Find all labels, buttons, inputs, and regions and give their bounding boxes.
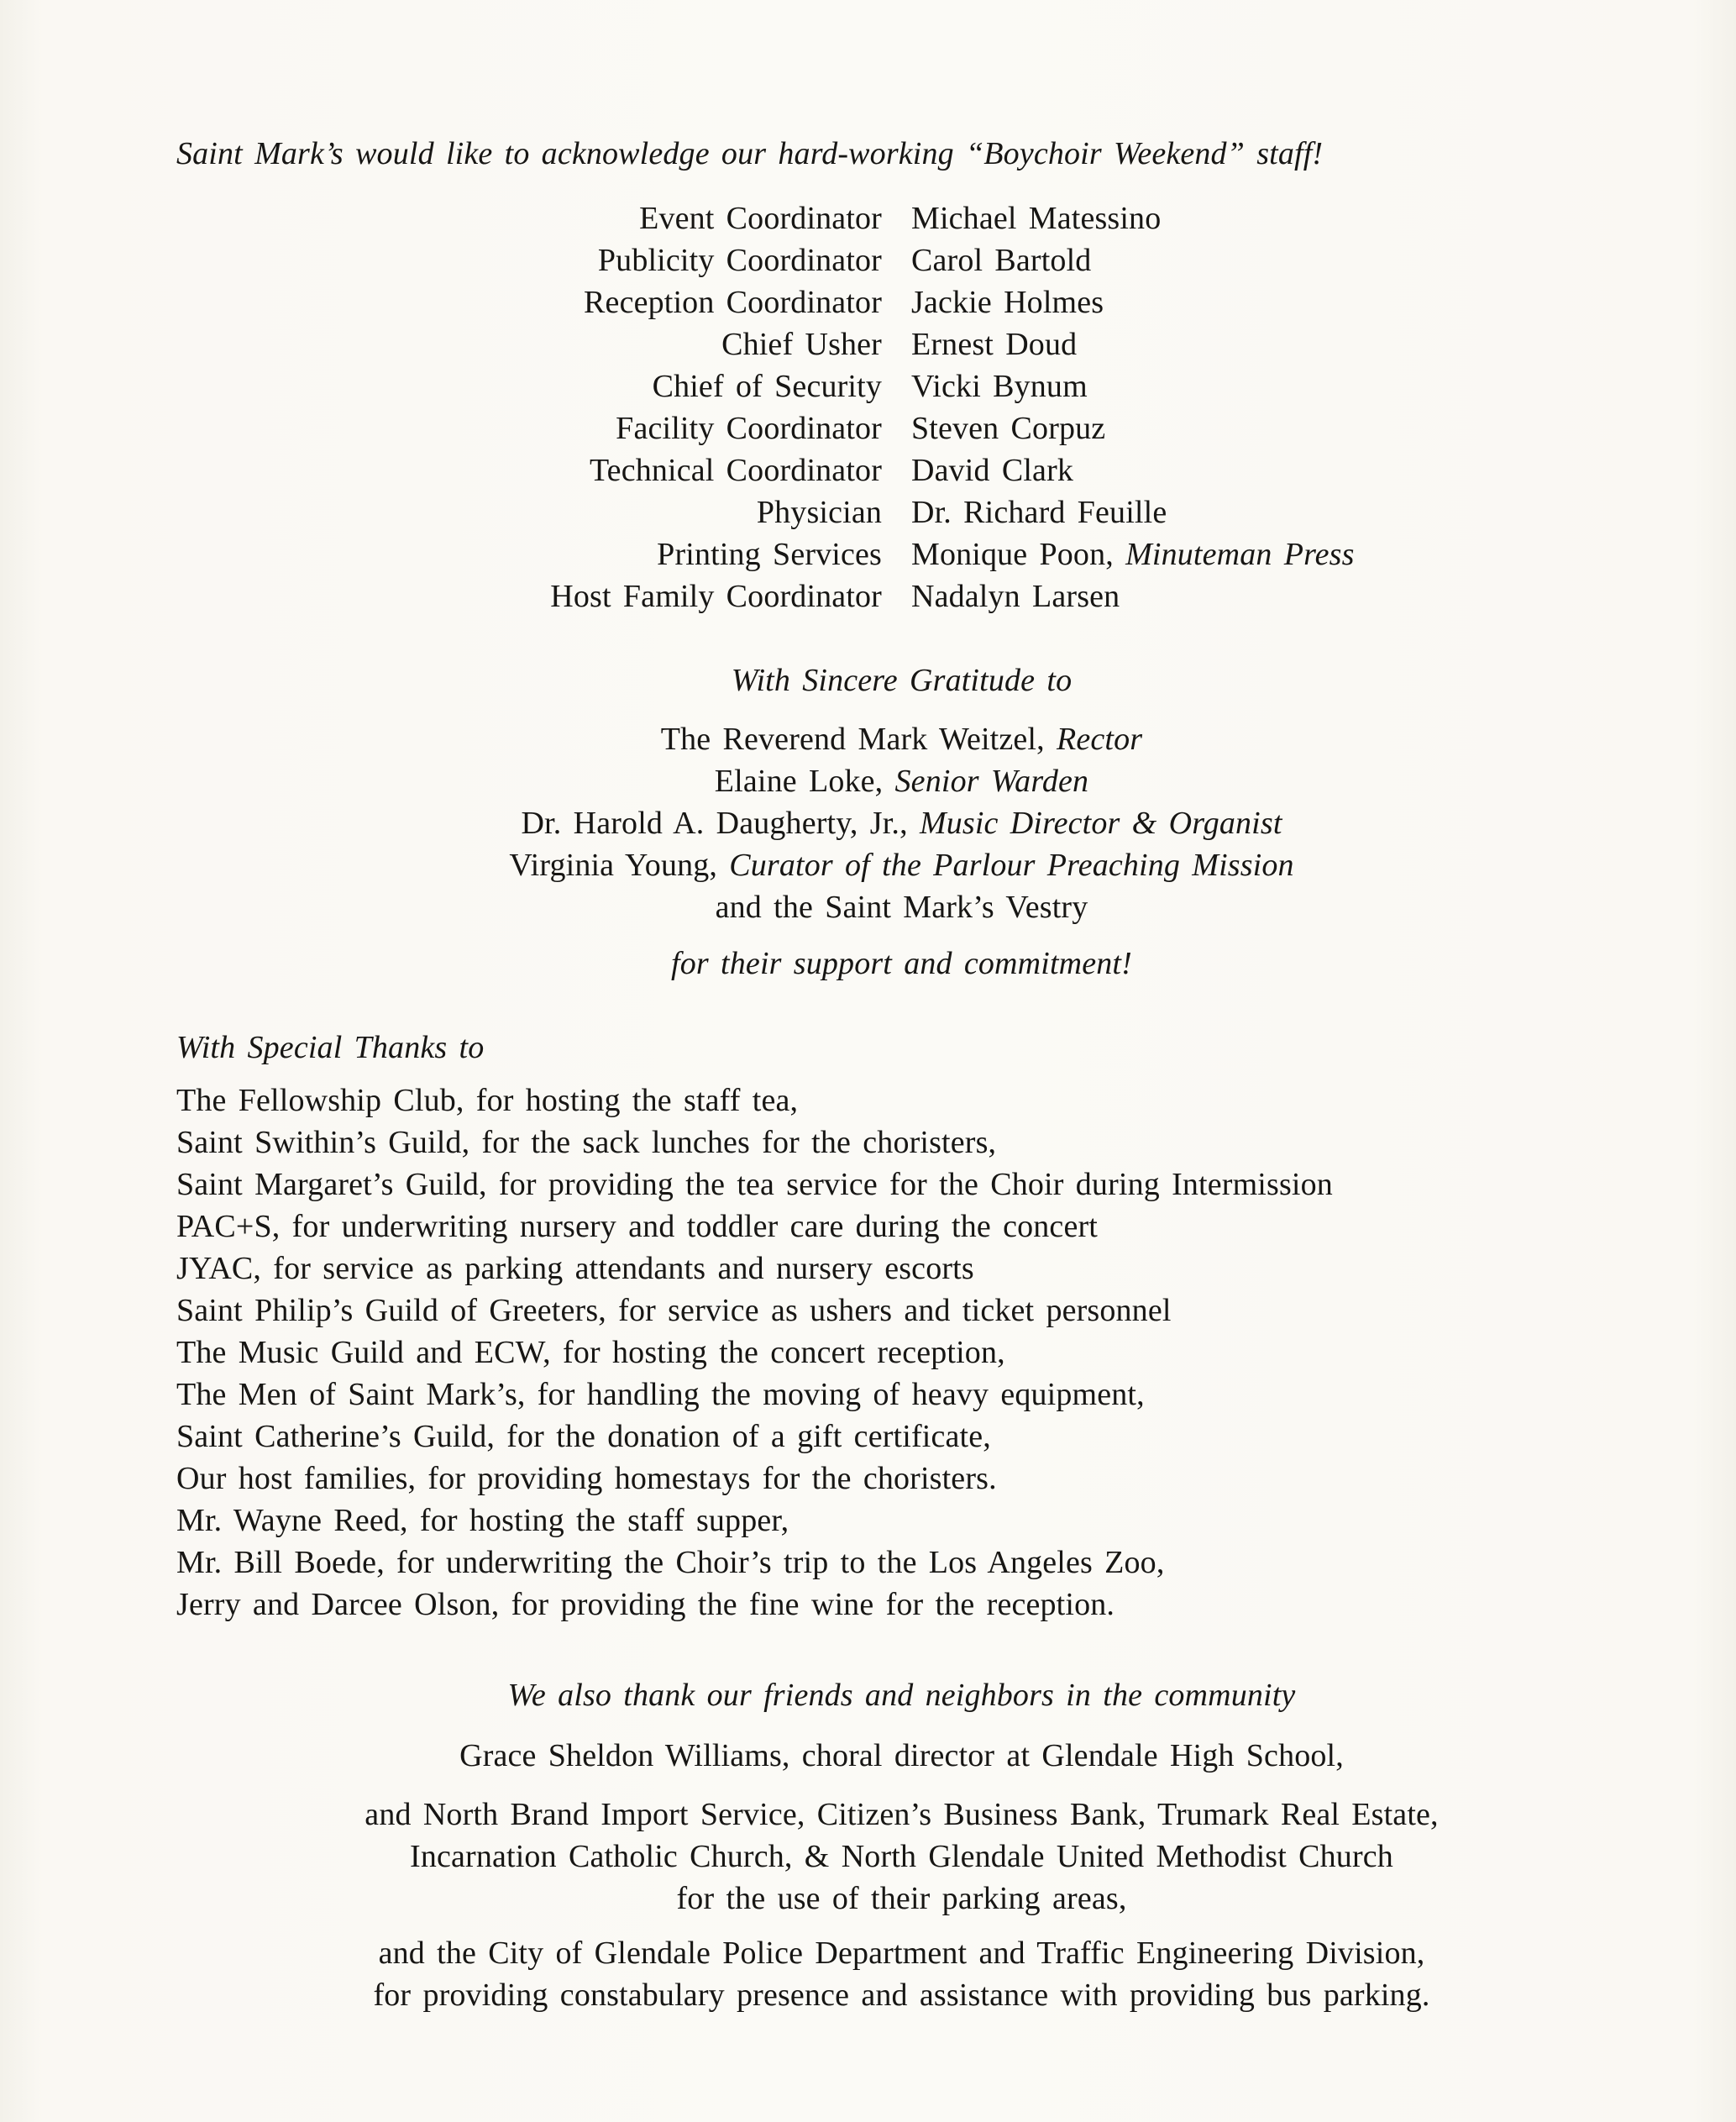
community-parking-paragraph: [176, 1794, 1627, 1920]
staff-row: [176, 323, 1627, 365]
staff-name-text: Dr. Richard Feuille: [911, 495, 1167, 530]
staff-row: [176, 365, 1627, 407]
community-line: and the City of Glendale Police Department and Traffic Engineering Division,: [378, 1936, 1425, 1971]
staff-name-text: Vicki Bynum: [911, 369, 1088, 404]
gratitude-heading: With Sincere Gratitude to: [731, 663, 1073, 698]
gratitude-title: Music Director & Organist: [919, 806, 1282, 841]
special-thanks-line: JYAC, for service as parking attendants and nursery escorts: [176, 1251, 974, 1286]
gratitude-title: Rector: [1057, 722, 1143, 757]
staff-name-text: Steven Corpuz: [911, 411, 1106, 446]
staff-name: [911, 449, 1627, 491]
staff-role: Printing Services: [657, 537, 882, 572]
special-thanks-heading: With Special Thanks to: [176, 1030, 485, 1065]
special-thanks-line: PAC+S, for underwriting nursery and toddler care during the concert: [176, 1209, 1098, 1244]
special-thanks-line: Saint Swithin’s Guild, for the sack lunches for the choristers,: [176, 1125, 997, 1160]
special-thanks-line: Saint Margaret’s Guild, for providing the tea service for the Choir during Intermission: [176, 1167, 1333, 1202]
gratitude-title: Curator of the Parlour Preaching Mission: [729, 848, 1294, 883]
special-thanks-line: The Fellowship Club, for hosting the staff tea,: [176, 1083, 799, 1118]
staff-row: [176, 491, 1627, 533]
staff-name: [911, 533, 1627, 575]
staff-row: [176, 239, 1627, 281]
gratitude-line: [176, 886, 1627, 928]
gratitude-line: [176, 718, 1627, 760]
staff-role: Publicity Coordinator: [597, 243, 882, 278]
gratitude-line: [176, 844, 1627, 886]
staff-role: Event Coordinator: [639, 201, 882, 236]
special-thanks-line: Mr. Wayne Reed, for hosting the staff supper,: [176, 1503, 789, 1538]
community-line: and North Brand Import Service, Citizen’s Business Bank, Trumark Real Estate,: [365, 1797, 1439, 1832]
staff-name-text: Carol Bartold: [911, 243, 1092, 278]
community-line: for the use of their parking areas,: [676, 1881, 1127, 1916]
staff-role: Chief Usher: [721, 327, 882, 362]
staff-role: Technical Coordinator: [589, 453, 882, 488]
staff-role: Physician: [756, 495, 882, 530]
special-thanks-line: Mr. Bill Boede, for underwriting the Choir’s trip to the Los Angeles Zoo,: [176, 1545, 1165, 1580]
staff-row: [176, 533, 1627, 575]
staff-name: [911, 407, 1627, 449]
gratitude-closing: for their support and commitment!: [671, 946, 1132, 981]
gratitude-list: [176, 718, 1627, 928]
staff-name: [911, 323, 1627, 365]
staff-role: Host Family Coordinator: [550, 579, 882, 614]
community-line-grace-sheldon-williams: Grace Sheldon Williams, choral director at Glendale High School,: [459, 1738, 1344, 1773]
staff-name: [911, 365, 1627, 407]
community-heading: We also thank our friends and neighbors in the community: [507, 1678, 1296, 1713]
gratitude-person: and the Saint Mark’s Vestry: [715, 890, 1088, 925]
special-thanks-line: The Men of Saint Mark’s, for handling the moving of heavy equipment,: [176, 1377, 1145, 1412]
gratitude-line: [176, 760, 1627, 802]
staff-name-text: David Clark: [911, 453, 1074, 488]
staff-name: [911, 281, 1627, 323]
community-line: for providing constabulary presence and assistance with providing bus parking.: [373, 1978, 1430, 2013]
gratitude-person: Virginia Young,: [509, 848, 730, 883]
staff-row: [176, 449, 1627, 491]
staff-name-text: Jackie Holmes: [911, 285, 1104, 320]
staff-list: [176, 197, 1627, 617]
special-thanks-line: Saint Philip’s Guild of Greeters, for service as ushers and ticket personnel: [176, 1293, 1172, 1328]
community-police-paragraph: [176, 1932, 1627, 2016]
community-line: Incarnation Catholic Church, & North Glendale United Methodist Church: [410, 1839, 1393, 1874]
staff-name: [911, 575, 1627, 617]
special-thanks-line: Saint Catherine’s Guild, for the donation of a gift certificate,: [176, 1419, 991, 1454]
staff-name: [911, 197, 1627, 239]
staff-row: [176, 407, 1627, 449]
special-thanks-line: The Music Guild and ECW, for hosting the concert reception,: [176, 1335, 1005, 1370]
special-thanks-list: [176, 1079, 1627, 1626]
staff-role: Chief of Security: [652, 369, 882, 404]
staff-name-text: Michael Matessino: [911, 201, 1162, 236]
staff-role: Reception Coordinator: [584, 285, 882, 320]
staff-name-text: Monique Poon,: [911, 537, 1126, 572]
gratitude-person: Dr. Harold A. Daugherty, Jr.,: [521, 806, 920, 841]
acknowledgement-heading: Saint Mark’s would like to acknowledge our hard-working “Boychoir Weekend” staff!: [176, 136, 1324, 171]
staff-name: [911, 491, 1627, 533]
staff-row: [176, 197, 1627, 239]
staff-name: [911, 239, 1627, 281]
gratitude-title: Senior Warden: [894, 764, 1089, 799]
special-thanks-line: Our host families, for providing homestays for the choristers.: [176, 1461, 997, 1496]
staff-row: [176, 575, 1627, 617]
staff-row: [176, 281, 1627, 323]
gratitude-person: The Reverend Mark Weitzel,: [660, 722, 1057, 757]
special-thanks-line: Jerry and Darcee Olson, for providing the fine wine for the reception.: [176, 1587, 1115, 1622]
staff-name-text: Ernest Doud: [911, 327, 1078, 362]
staff-name-affiliation: Minuteman Press: [1125, 537, 1355, 572]
staff-role: Facility Coordinator: [616, 411, 882, 446]
staff-name-text: Nadalyn Larsen: [911, 579, 1120, 614]
gratitude-person: Elaine Loke,: [714, 764, 895, 799]
gratitude-line: [176, 802, 1627, 844]
